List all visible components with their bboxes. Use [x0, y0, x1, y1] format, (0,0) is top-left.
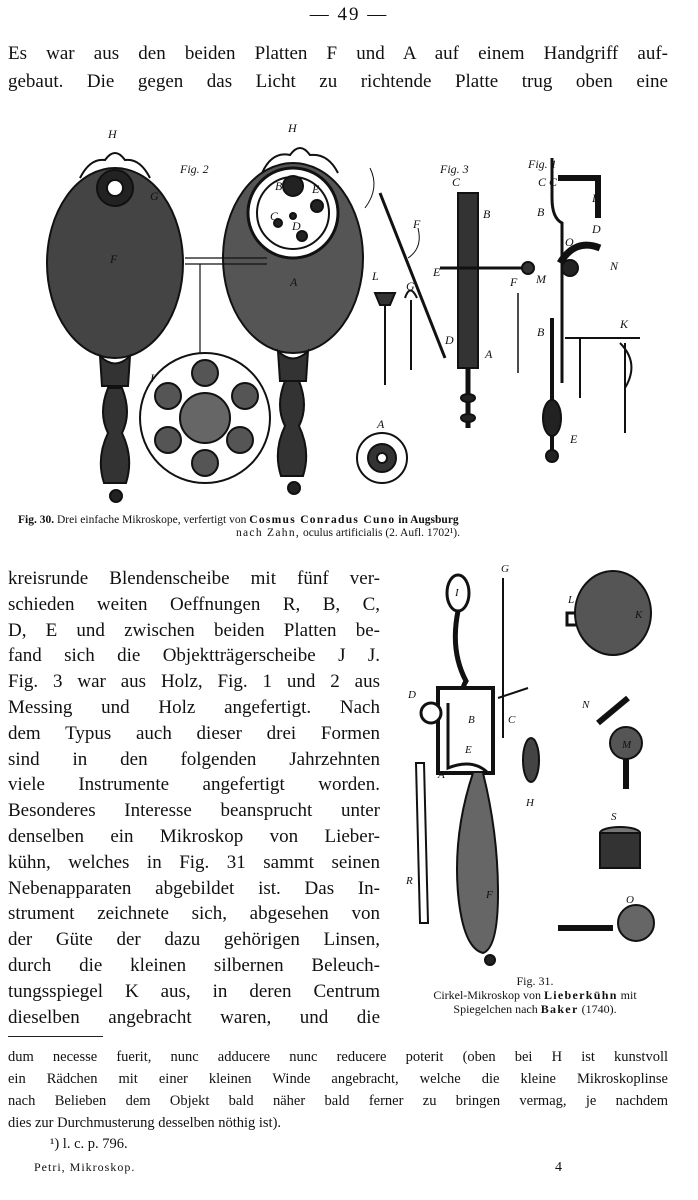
svg-text:D: D — [445, 333, 454, 347]
footnote-reference: ¹) l. c. p. 796. — [50, 1136, 128, 1152]
tool-o — [558, 905, 654, 941]
figure-31-caption-year: (1740). — [581, 1002, 617, 1016]
body-line: Besonderes Interesse beansprucht unter — [8, 800, 380, 822]
svg-text:N: N — [582, 699, 590, 711]
figure-30-caption-author: nach Zahn, — [235, 527, 301, 539]
microscope-fig3 — [365, 168, 534, 428]
figure-30-caption-source: oculus artificialis (2. Aufl. 1702¹). — [302, 527, 461, 539]
svg-text:L: L — [568, 594, 575, 606]
svg-text:I: I — [455, 587, 459, 599]
figure-31-caption-text: Cirkel-Mikroskop von — [433, 988, 541, 1002]
svg-text:G: G — [406, 279, 415, 293]
svg-text:D: D — [292, 219, 301, 233]
svg-text:E: E — [465, 744, 472, 756]
svg-text:I: I — [150, 371, 154, 385]
body-line: denselben ein Mikroskop von Lieber- — [8, 825, 380, 847]
svg-text:B: B — [275, 179, 283, 193]
svg-text:O: O — [626, 894, 634, 906]
svg-text:K: K — [635, 609, 643, 621]
footnote-line: nach Belieben dem Objekt bald näher bald ferner zu bringen vermag, je nachdem — [8, 1093, 668, 1109]
body-line: tungsspiegel K aus, in deren Centrum — [8, 980, 380, 1002]
svg-text:C: C — [452, 175, 461, 189]
figure-31-caption-label: Fig. 31. — [516, 974, 554, 988]
object-disc-jj — [140, 353, 270, 483]
svg-text:F: F — [413, 217, 421, 231]
body-line: Messing und Holz angefertigt. Nach — [8, 696, 380, 718]
svg-text:O: O — [565, 235, 574, 249]
figure-30-caption-prefix: Fig. 30. — [18, 514, 55, 526]
figure-31-caption — [385, 974, 685, 1016]
svg-text:G: G — [501, 563, 509, 575]
figure-30-illustration — [40, 118, 670, 508]
eyepiece-a — [357, 433, 407, 483]
svg-text:B: B — [468, 714, 475, 726]
svg-text:B: B — [537, 325, 545, 339]
svg-text:D: D — [592, 222, 601, 236]
intro-line-1: Es war aus den beiden Platten F und A auf einem Handgriff auf- — [8, 43, 668, 64]
body-line: sind in den folgenden Jahrzehnten — [8, 748, 380, 770]
footnote-divider — [8, 1036, 103, 1037]
figure-30-caption-name: Cosmus Conradus Cuno — [249, 514, 396, 526]
figure-31-caption-text2: Spiegelchen nach — [453, 1002, 538, 1016]
body-line: Fig. 3 war aus Holz, Fig. 1 und 2 aus — [8, 671, 380, 693]
svg-text:A: A — [438, 769, 445, 781]
body-line: schieden weiten Oeffnungen R, B, C, — [8, 593, 380, 615]
printer-signature: Petri, Mikroskop. — [34, 1160, 136, 1174]
footnote-text — [8, 1046, 668, 1134]
body-line: fand sich die Objektträgerscheibe J J. — [8, 645, 380, 667]
svg-text:D: D — [592, 191, 601, 205]
svg-text:E: E — [570, 432, 578, 446]
body-line: D, E und zwischen beiden Platten be- — [8, 619, 380, 641]
svg-text:N: N — [610, 259, 619, 273]
svg-text:E: E — [433, 265, 441, 279]
body-line: der Güte der dazu gehörigen Linsen, — [8, 929, 380, 951]
body-line: strument zeichnete sich, abgesehen von — [8, 903, 380, 925]
sheet-number: 4 — [555, 1160, 562, 1175]
svg-text:B: B — [483, 207, 491, 221]
svg-text:G: G — [150, 189, 159, 203]
body-line: dem Typus auch dieser drei Formen — [8, 722, 380, 744]
svg-text:F: F — [110, 252, 118, 266]
svg-text:F: F — [510, 275, 518, 289]
fig3-label: Fig. 3 — [440, 162, 469, 176]
figure-31-caption-name: Lieberkühn — [543, 988, 618, 1002]
svg-text:A: A — [377, 417, 385, 431]
body-line: kühn, welches in Fig. 31 sammt seinen — [8, 851, 380, 873]
svg-text:F: F — [486, 889, 493, 901]
svg-text:C: C — [270, 209, 279, 223]
lieberkuehn-microscope — [421, 575, 498, 965]
svg-text:A: A — [485, 347, 493, 361]
svg-text:C: C — [508, 714, 516, 726]
intro-line-2: gebaut. Die gegen das Licht zu richtende Platte trug oben eine — [8, 71, 668, 92]
svg-text:R: R — [406, 875, 413, 887]
svg-text:B: B — [537, 205, 545, 219]
body-line: dieselben angebracht waren, und die — [8, 1006, 380, 1028]
body-line: kreisrunde Blendenscheibe mit fünf ver- — [8, 568, 380, 589]
body-line: Nebenapparaten abgebildet ist. Das In- — [8, 877, 380, 899]
cap-s — [600, 827, 640, 868]
svg-text:M: M — [536, 272, 546, 286]
svg-text:S: S — [611, 811, 617, 823]
body-line: viele Instrumente angefertigt worden. — [8, 774, 380, 796]
svg-text:M: M — [622, 739, 632, 751]
fig1-label: Fig. 1 — [528, 157, 557, 171]
footnote-line: dum necesse fuerit, nunc adducere nunc reducere poterit (oben bei H ist kunstvoll — [8, 1049, 668, 1065]
figure-30-caption — [18, 514, 678, 540]
svg-text:E: E — [312, 182, 320, 196]
svg-text:H: H — [288, 121, 297, 135]
svg-text:K: K — [620, 317, 629, 331]
figure-30-caption-place: in Augsburg — [398, 514, 459, 526]
svg-text:A: A — [290, 275, 298, 289]
svg-text:H: H — [108, 127, 117, 141]
body-text-column — [8, 566, 380, 1030]
figure-31-illustration — [398, 558, 683, 973]
screw-m — [598, 698, 642, 789]
svg-text:C C: C C — [538, 175, 558, 189]
footnote-line: ein Rädchen mit einer kleinen Winde angebracht, welche die kleine Mikroskoplinse — [8, 1071, 668, 1087]
page-header-number: — 49 — — [309, 4, 389, 25]
figure-31-caption-mit: mit — [620, 988, 637, 1002]
svg-text:D: D — [408, 689, 416, 701]
footnote-line: dies zur Durchmusterung desselben nöthig ist). — [8, 1115, 282, 1131]
body-line: durch die kleinen silbernen Beleuch- — [8, 954, 380, 976]
fig2-label: Fig. 2 — [180, 162, 209, 176]
figure-30-caption-text: Drei einfache Mikroskope, verfertigt von — [56, 514, 247, 526]
svg-text:H: H — [526, 797, 534, 809]
svg-text:L: L — [372, 269, 379, 283]
figure-31-caption-baker: Baker — [540, 1002, 579, 1016]
